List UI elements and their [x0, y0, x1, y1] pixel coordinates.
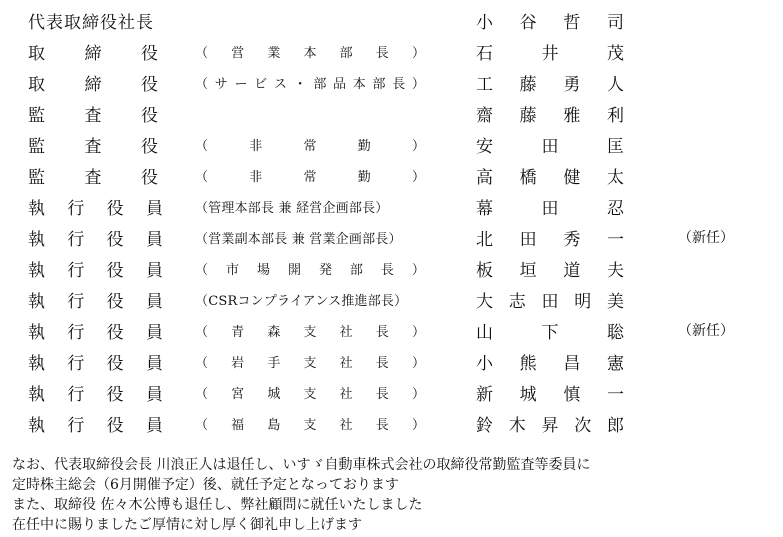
row-title: 取 締 役	[28, 75, 158, 95]
row-title: 取 締 役	[28, 44, 158, 64]
new-appointment-note: （新任）	[678, 323, 734, 339]
footer-notice	[12, 455, 772, 535]
row-title: 監 査 役	[28, 137, 158, 157]
row-name: 鈴 木 昇 次 郎	[476, 416, 624, 436]
row-department: （ 青 森 支 社 長 ）	[195, 325, 425, 340]
row-name: 小 谷 哲 司	[476, 13, 624, 33]
row-name: 工 藤 勇 人	[476, 75, 624, 95]
row-name: 山 下 聡	[476, 323, 624, 343]
footer-line: また、取締役 佐々木公博も退任し、弊社顧問に就任いたしました	[12, 497, 423, 513]
row-title: 執 行 役 員	[28, 416, 163, 436]
footer-line: なお、代表取締役会長 川浪正人は退任し、いすゞ自動車株式会社の取締役常勤監査等委員に	[12, 457, 591, 473]
footer-line: 在任中に賜りましたご厚情に対し厚く御礼申し上げます	[12, 517, 362, 533]
row-title: 執 行 役 員	[28, 292, 163, 312]
row-title: 執 行 役 員	[28, 323, 163, 343]
row-title: 執 行 役 員	[28, 261, 163, 281]
roster-row	[0, 64, 783, 94]
row-department: （ 営 業 本 部 長 ）	[195, 46, 425, 61]
roster-row	[0, 405, 783, 435]
row-department: （ 岩 手 支 社 長 ）	[195, 356, 425, 371]
row-department: （ 非 常 勤 ）	[195, 139, 425, 154]
roster-row	[0, 2, 783, 32]
row-title: 執 行 役 員	[28, 354, 163, 374]
row-department: （ サ ー ビ ス ・ 部 品 本 部 長 ）	[195, 77, 425, 92]
row-name: 大 志 田 明 美	[476, 292, 624, 312]
new-appointment-note: （新任）	[678, 230, 734, 246]
row-department: （営業副本部長 兼 営業企画部長）	[195, 232, 402, 247]
row-name: 安 田 匡	[476, 137, 624, 157]
roster-row	[0, 33, 783, 63]
row-title: 執 行 役 員	[28, 385, 163, 405]
roster-row	[0, 312, 783, 342]
roster-row	[0, 281, 783, 311]
row-name: 齋 藤 雅 利	[476, 106, 624, 126]
row-name: 板 垣 道 夫	[476, 261, 624, 281]
roster-row	[0, 126, 783, 156]
roster-row	[0, 374, 783, 404]
roster-row	[0, 250, 783, 280]
row-name: 北 田 秀 一	[476, 230, 624, 250]
row-title: 監 査 役	[28, 106, 158, 126]
row-name: 石 井 茂	[476, 44, 624, 64]
roster-row	[0, 343, 783, 373]
row-name: 幕 田 忍	[476, 199, 624, 219]
row-title: 執 行 役 員	[28, 230, 163, 250]
row-name: 小 熊 昌 憲	[476, 354, 624, 374]
row-title: 監 査 役	[28, 168, 158, 188]
row-department: （CSRコンプライアンス推進部長）	[195, 294, 408, 309]
row-department: （ 宮 城 支 社 長 ）	[195, 387, 425, 402]
roster-row	[0, 157, 783, 187]
roster-row	[0, 95, 783, 125]
footer-line: 定時株主総会（6月開催予定）後、就任予定となっております	[12, 477, 399, 493]
row-name: 新 城 慎 一	[476, 385, 624, 405]
row-name: 高 橋 健 太	[476, 168, 624, 188]
row-title: 執 行 役 員	[28, 199, 163, 219]
row-department: （管理本部長 兼 経営企画部長）	[195, 201, 389, 216]
row-department: （ 市 場 開 発 部 長 ）	[195, 263, 425, 278]
row-department: （ 福 島 支 社 長 ）	[195, 418, 425, 433]
roster-row	[0, 188, 783, 218]
row-department: （ 非 常 勤 ）	[195, 170, 425, 185]
row-title: 代表取締役社長	[28, 13, 154, 33]
roster-row	[0, 219, 783, 249]
